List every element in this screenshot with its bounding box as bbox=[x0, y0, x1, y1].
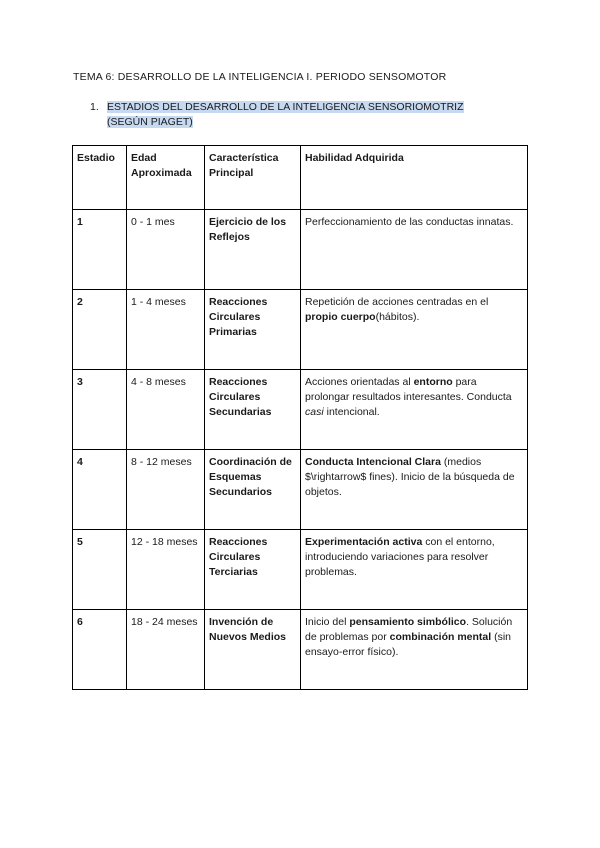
cell-stage: 6 bbox=[73, 610, 127, 690]
skill-text: Acciones orientadas al bbox=[305, 376, 414, 388]
cell-feature: Coordinación de Esquemas Secundarios bbox=[205, 450, 301, 530]
cell-skill bbox=[301, 370, 528, 450]
skill-text: intencional. bbox=[323, 406, 380, 418]
header-skill: Habilidad Adquirida bbox=[301, 146, 528, 210]
cell-skill bbox=[301, 290, 528, 370]
section-heading-line1 bbox=[90, 100, 490, 115]
cell-age: 18 - 24 meses bbox=[127, 610, 205, 690]
skill-text: . Solución de problemas por bbox=[305, 616, 513, 643]
header-stage: Estadio bbox=[73, 146, 127, 210]
cell-age: 12 - 18 meses bbox=[127, 530, 205, 610]
skill-italic: casi bbox=[305, 406, 324, 418]
cell-stage: 1 bbox=[73, 210, 127, 290]
section-number: 1. bbox=[90, 101, 99, 113]
section-subtitle: (SEGÚN PIAGET) bbox=[107, 116, 193, 128]
cell-age: 1 - 4 meses bbox=[127, 290, 205, 370]
cell-age: 4 - 8 meses bbox=[127, 370, 205, 450]
cell-stage: 2 bbox=[73, 290, 127, 370]
skill-bold: propio cuerpo bbox=[305, 311, 376, 323]
table-row bbox=[73, 530, 528, 610]
cell-stage: 3 bbox=[73, 370, 127, 450]
cell-feature: Ejercicio de los Reflejos bbox=[205, 210, 301, 290]
skill-bold: Experimentación activa bbox=[305, 536, 423, 548]
header-age: Edad Aproximada bbox=[127, 146, 205, 210]
table-row bbox=[73, 450, 528, 530]
table-row bbox=[73, 290, 528, 370]
cell-skill bbox=[301, 450, 528, 530]
skill-text: Inicio del bbox=[305, 616, 350, 628]
header-feature: Característica Principal bbox=[205, 146, 301, 210]
skill-text: Perfeccionamiento de las conductas innatas. bbox=[305, 216, 514, 228]
cell-feature: Reacciones Circulares Terciarias bbox=[205, 530, 301, 610]
stages-table bbox=[72, 145, 528, 690]
skill-text: (hábitos). bbox=[375, 311, 420, 323]
section-heading bbox=[90, 100, 490, 130]
cell-skill bbox=[301, 210, 528, 290]
cell-skill bbox=[301, 530, 528, 610]
skill-text: Repetición de acciones centradas en el bbox=[305, 296, 489, 308]
cell-feature: Reacciones Circulares Primarias bbox=[205, 290, 301, 370]
table-row bbox=[73, 210, 528, 290]
section-title: ESTADIOS DEL DESARROLLO DE LA INTELIGENCIA SENSORIOMOTRIZ bbox=[107, 101, 464, 113]
skill-text: (sin ensayo-error físico). bbox=[305, 631, 512, 658]
table-header-row bbox=[73, 146, 528, 210]
skill-bold: entorno bbox=[413, 376, 453, 388]
cell-age: 8 - 12 meses bbox=[127, 450, 205, 530]
skill-bold: pensamiento simbólico bbox=[349, 616, 467, 628]
cell-feature: Reacciones Circulares Secundarias bbox=[205, 370, 301, 450]
table-row bbox=[73, 610, 528, 690]
skill-text: (medios $\rightarrow$ fines). Inicio de la búsqueda de objetos. bbox=[305, 456, 515, 498]
cell-stage: 5 bbox=[73, 530, 127, 610]
document-title: TEMA 6: DESARROLLO DE LA INTELIGENCIA I. PERIODO SENSOMOTOR bbox=[73, 71, 447, 83]
skill-bold: combinación mental bbox=[389, 631, 492, 643]
skill-text: para prolongar resultados interesantes. Conducta bbox=[305, 376, 512, 403]
skill-text: con el entorno, introduciendo variaciones para resolver problemas. bbox=[305, 536, 495, 578]
cell-skill bbox=[301, 610, 528, 690]
cell-stage: 4 bbox=[73, 450, 127, 530]
section-heading-line2 bbox=[90, 115, 490, 130]
skill-bold: Conducta Intencional Clara bbox=[305, 456, 441, 468]
table-row bbox=[73, 370, 528, 450]
cell-age: 0 - 1 mes bbox=[127, 210, 205, 290]
cell-feature: Invención de Nuevos Medios bbox=[205, 610, 301, 690]
